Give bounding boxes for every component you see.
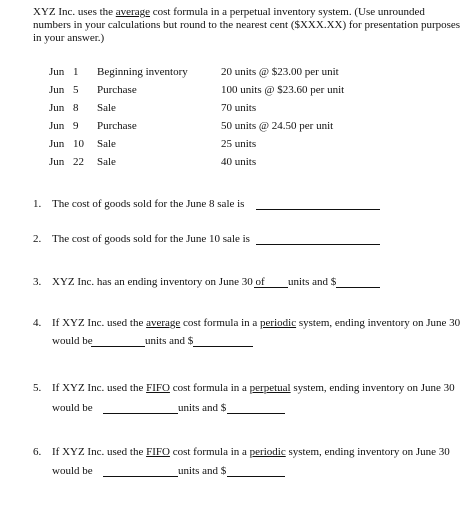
answer-blank[interactable] xyxy=(256,234,380,245)
transaction-detail: 100 units @ $23.60 per unit xyxy=(221,84,345,96)
question-text: If XYZ Inc. used the FIFO cost formula in a periodic system, ending inventory on June 30 xyxy=(52,446,450,458)
question-text: The cost of goods sold for the June 10 sale is xyxy=(52,233,250,245)
transaction-detail: 50 units @ 24.50 per unit xyxy=(221,120,334,132)
transaction-detail: 70 units xyxy=(221,102,257,114)
month: Jun xyxy=(49,66,65,78)
day: 1 xyxy=(73,66,79,78)
question-text: units and $ xyxy=(288,276,337,288)
month: Jun xyxy=(49,120,65,132)
transaction-detail: 20 units @ $23.00 per unit xyxy=(221,66,339,78)
intro-text: XYZ Inc. uses the xyxy=(33,6,116,18)
question-text: The cost of goods sold for the June 8 sale is xyxy=(52,198,245,210)
transaction-type: Sale xyxy=(97,156,116,168)
question-text: XYZ Inc. has an ending inventory on June 30 of xyxy=(52,276,265,288)
transaction-detail: 25 units xyxy=(221,138,257,150)
units-blank[interactable] xyxy=(103,403,178,414)
transaction-type: Beginning inventory xyxy=(97,66,188,78)
day: 5 xyxy=(73,84,79,96)
month: Jun xyxy=(49,102,65,114)
day: 9 xyxy=(73,120,79,132)
transaction-type: Purchase xyxy=(97,84,137,96)
question-text: would be xyxy=(52,402,93,414)
question-text: units and $ xyxy=(178,402,227,414)
answer-blank[interactable] xyxy=(256,199,380,210)
question-text: would be xyxy=(52,465,93,477)
intro-line-1 xyxy=(33,6,425,19)
transaction-detail: 40 units xyxy=(221,156,257,168)
intro-line-2: numbers in your calculations but round to the nearest cent ($XXX.XX) for presentation purposes xyxy=(33,19,461,31)
dollars-blank[interactable] xyxy=(227,403,285,414)
transaction-type: Purchase xyxy=(97,120,137,132)
question-text: If XYZ Inc. used the FIFO cost formula in a perpetual system, ending inventory on June 30 xyxy=(52,382,455,394)
dollars-blank[interactable] xyxy=(227,466,285,477)
question-number: 6. xyxy=(33,446,42,458)
question-number: 2. xyxy=(33,233,42,245)
question-text: If XYZ Inc. used the average cost formula in a periodic system, ending inventory on June 30 xyxy=(52,317,461,329)
underlined-term: average xyxy=(115,6,150,18)
units-blank[interactable] xyxy=(254,277,288,288)
day: 8 xyxy=(73,102,79,114)
transaction-type: Sale xyxy=(97,102,116,114)
month: Jun xyxy=(49,138,65,150)
month: Jun xyxy=(49,84,65,96)
day: 10 xyxy=(73,138,84,150)
question-number: 5. xyxy=(33,382,42,394)
question-number: 1. xyxy=(33,198,42,210)
question-text: units and $ xyxy=(145,335,194,347)
day: 22 xyxy=(73,156,84,168)
question-text: units and $ xyxy=(178,465,227,477)
dollars-blank[interactable] xyxy=(336,277,380,288)
question-number: 3. xyxy=(33,276,42,288)
month: Jun xyxy=(49,156,65,168)
intro-line-3: in your answer.) xyxy=(33,32,105,44)
question-text: would be xyxy=(52,335,93,347)
question-number: 4. xyxy=(33,317,42,329)
units-blank[interactable] xyxy=(91,336,145,347)
units-blank[interactable] xyxy=(103,466,178,477)
intro-text: cost formula in a perpetual inventory system. (Use unrounded xyxy=(150,6,425,18)
transaction-type: Sale xyxy=(97,138,116,150)
dollars-blank[interactable] xyxy=(193,336,253,347)
